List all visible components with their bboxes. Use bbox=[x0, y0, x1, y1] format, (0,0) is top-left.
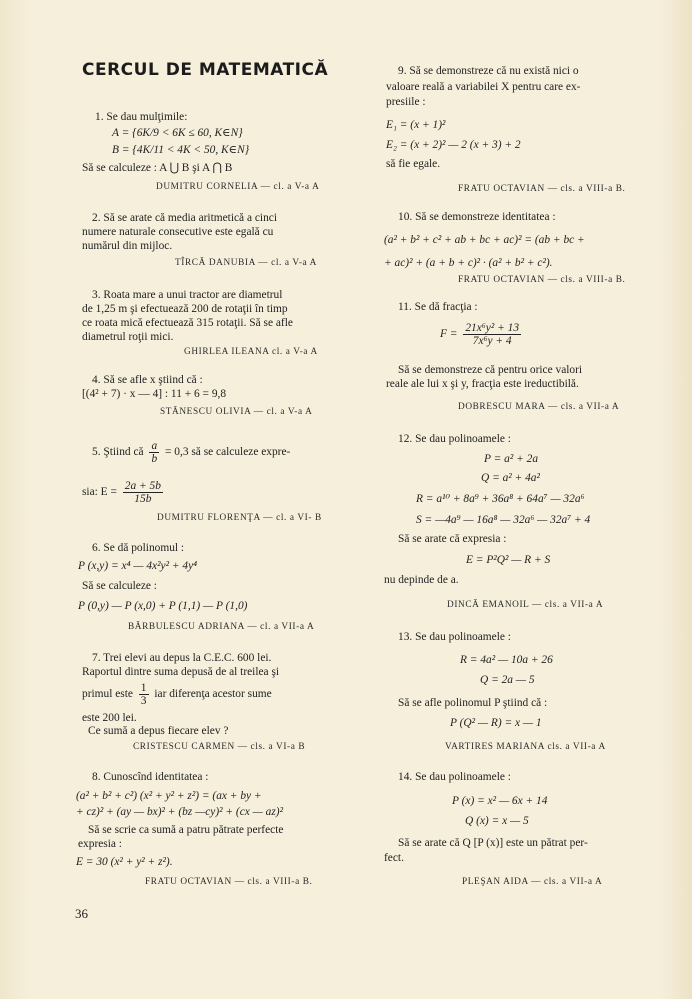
author-credit: DUMITRU FLORENŢA — cl. a VI- B bbox=[157, 513, 322, 523]
problem-text: Ce sumă a depus fiecare elev ? bbox=[88, 725, 229, 737]
problem-text: = 0,3 să se calculeze expre- bbox=[165, 446, 291, 459]
math-line: P (Q² — R) = x — 1 bbox=[450, 717, 542, 729]
problem-text: Să se scrie ca sumă a patru pătrate perfecte bbox=[88, 824, 284, 836]
problem-text: numărul din mijloc. bbox=[82, 240, 173, 252]
problem-text: 14. Se dau polinoamele : bbox=[398, 771, 511, 783]
math-line: E = P²Q² — R + S bbox=[466, 554, 551, 566]
problem-text: 8. Cunoscînd identitatea : bbox=[92, 771, 209, 783]
fraction-numerator: 2a + 5b bbox=[124, 480, 161, 492]
problem-text: nu depinde de a. bbox=[384, 574, 459, 586]
problem-text: diametrul roţii mici. bbox=[82, 331, 174, 343]
fraction bbox=[463, 322, 521, 347]
math-line: E₁ = (x + 1)² bbox=[386, 119, 446, 131]
fraction-denominator: 3 bbox=[140, 695, 147, 707]
author-credit: VARTIRES MARIANA cls. a VII-a A bbox=[445, 742, 606, 752]
math-line: P (x) = x² — 6x + 14 bbox=[452, 795, 548, 807]
problem-text: Să se calculeze : A ⋃ B şi A ⋂ B bbox=[82, 162, 233, 174]
math-line: P (0,y) — P (x,0) + P (1,1) — P (1,0) bbox=[78, 600, 248, 612]
problem-text: primul este bbox=[82, 688, 133, 701]
problem-text: 13. Se dau polinoamele : bbox=[398, 631, 511, 643]
author-credit: BĂRBULESCU ADRIANA — cl. a VII-a A bbox=[128, 622, 315, 632]
author-credit: PLEŞAN AIDA — cls. a VII-a A bbox=[462, 877, 603, 887]
author-credit: GHIRLEA ILEANA cl. a V-a A bbox=[184, 347, 318, 357]
problem-text: ce roata mică efectuează 315 rotaţii. Să se afle bbox=[82, 317, 293, 329]
author-credit: FRATU OCTAVIAN — cls. a VIII-a B. bbox=[145, 877, 313, 887]
problem-text: 12. Se dau polinoamele : bbox=[398, 433, 511, 445]
problem-text: Să se arate că expresia : bbox=[398, 533, 507, 545]
fraction-denominator: b bbox=[151, 453, 158, 465]
problem-text bbox=[82, 682, 272, 707]
math-line: B = {4K/11 < 4K < 50, K∈N} bbox=[112, 144, 250, 156]
math-line: S = —4a⁹ — 16a⁸ — 32a⁶ — 32a⁷ + 4 bbox=[416, 514, 591, 526]
problem-text: să fie egale. bbox=[386, 158, 441, 170]
problem-text: 7. Trei elevi au depus la C.E.C. 600 lei. bbox=[92, 652, 272, 664]
problem-text: 6. Se dă polinomul : bbox=[92, 542, 185, 554]
problem-text: valoare reală a variabilei X pentru care ex- bbox=[386, 81, 581, 93]
math-line: Q = 2a — 5 bbox=[480, 674, 535, 686]
problem-text: 1. Se dau mulţimile: bbox=[95, 111, 188, 123]
problem-text: Să se calculeze : bbox=[82, 580, 157, 592]
math-line bbox=[440, 322, 524, 347]
math-line: + cz)² + (ay — bx)² + (bz —cy)² + (cx — az)² bbox=[76, 806, 283, 818]
problem-text: Să se arate că Q [P (x)] este un pătrat per- bbox=[398, 837, 588, 849]
math-line: A = {6K/9 < 6K ≤ 60, K∈N} bbox=[112, 127, 243, 139]
problem-text: presiile : bbox=[386, 96, 426, 108]
problem-text: Să se afle polinomul P ştiind că : bbox=[398, 697, 548, 709]
problem-text: de 1,25 m şi efectuează 200 de rotaţii în timp bbox=[82, 303, 288, 315]
math-line: R = a¹⁰ + 8a⁹ + 36a⁸ + 64a⁷ — 32a⁶ bbox=[416, 493, 585, 505]
math-line: (a² + b² + c²) (x² + y² + z²) = (ax + by + bbox=[76, 790, 262, 802]
problem-text: iar diferenţa acestor sume bbox=[154, 688, 272, 701]
author-credit: FRATU OCTAVIAN — cls. a VIII-a B. bbox=[458, 275, 626, 285]
author-credit: CRISTESCU CARMEN — cls. a VI-a B bbox=[133, 742, 306, 752]
problem-text: 11. Se dă fracţia : bbox=[398, 301, 478, 313]
author-credit: FRATU OCTAVIAN — cls. a VIII-a B. bbox=[458, 184, 626, 194]
problem-text: expresia : bbox=[78, 838, 122, 850]
math-line: P = a² + 2a bbox=[484, 453, 539, 465]
math-line: R = 4a² — 10a + 26 bbox=[460, 654, 553, 666]
fraction bbox=[123, 480, 163, 505]
problem-text: 10. Să se demonstreze identitatea : bbox=[398, 211, 556, 223]
math-line: Q (x) = x — 5 bbox=[465, 815, 529, 827]
problem-text: 5. Ştiind că bbox=[92, 446, 144, 459]
problem-text: Raportul dintre suma depusă de al treilea şi bbox=[82, 666, 280, 678]
problem-text: reale ale lui x şi y, fracţia este ireductibilă. bbox=[386, 378, 579, 390]
author-credit: TÎRCĂ DANUBIA — cl. a V-a A bbox=[175, 258, 317, 268]
problem-text: Să se demonstreze că pentru orice valori bbox=[398, 364, 583, 376]
author-credit: DUMITRU CORNELIA — cl. a V-a A bbox=[156, 182, 320, 192]
author-credit: DOBRESCU MARA — cls. a VII-a A bbox=[458, 402, 620, 412]
fraction-label: F = bbox=[440, 328, 458, 341]
page-number: 36 bbox=[75, 906, 88, 921]
problem-text: sia: E = bbox=[82, 486, 117, 499]
fraction bbox=[139, 682, 149, 707]
problem-text: 9. Să se demonstreze că nu există nici o bbox=[398, 65, 579, 77]
problem-text bbox=[92, 440, 290, 465]
author-credit: STĂNESCU OLIVIA — cl. a V-a A bbox=[160, 407, 313, 417]
problem-text: 3. Roata mare a unui tractor are diametrul bbox=[92, 289, 283, 301]
section-title: CERCUL DE MATEMATICĂ bbox=[82, 60, 329, 80]
fraction-denominator: 15b bbox=[134, 493, 152, 505]
fraction-numerator: 1 bbox=[140, 682, 147, 694]
fraction-numerator: a bbox=[151, 440, 158, 452]
math-line: Q = a² + 4a² bbox=[481, 472, 540, 484]
problem-text: fect. bbox=[384, 852, 404, 864]
problem-text: 4. Să se afle x ştiind că : bbox=[92, 374, 203, 386]
math-line: P (x,y) = x⁴ — 4x²y² + 4y⁴ bbox=[78, 560, 198, 572]
fraction bbox=[149, 440, 159, 465]
fraction-numerator: 21x⁶y² + 13 bbox=[465, 322, 520, 334]
problem-text: numere naturale consecutive este egală cu bbox=[82, 226, 274, 238]
author-credit: DINCĂ EMANOIL — cls. a VII-a A bbox=[447, 600, 604, 610]
problem-text bbox=[82, 480, 166, 505]
fraction-denominator: 7x⁶y + 4 bbox=[472, 335, 512, 347]
math-line: E₂ = (x + 2)² — 2 (x + 3) + 2 bbox=[386, 139, 521, 151]
problem-text: este 200 lei. bbox=[82, 712, 137, 724]
math-line: E = 30 (x² + y² + z²). bbox=[76, 856, 173, 868]
problem-text: 2. Să se arate că media aritmetică a cinci bbox=[92, 212, 277, 224]
math-line: (a² + b² + c² + ab + bc + ac)² = (ab + bc + bbox=[384, 234, 585, 246]
math-line: [(4² + 7) · x — 4] : 11 + 6 = 9,8 bbox=[82, 388, 227, 400]
math-line: + ac)² + (a + b + c)² · (a² + b² + c²). bbox=[384, 257, 553, 269]
